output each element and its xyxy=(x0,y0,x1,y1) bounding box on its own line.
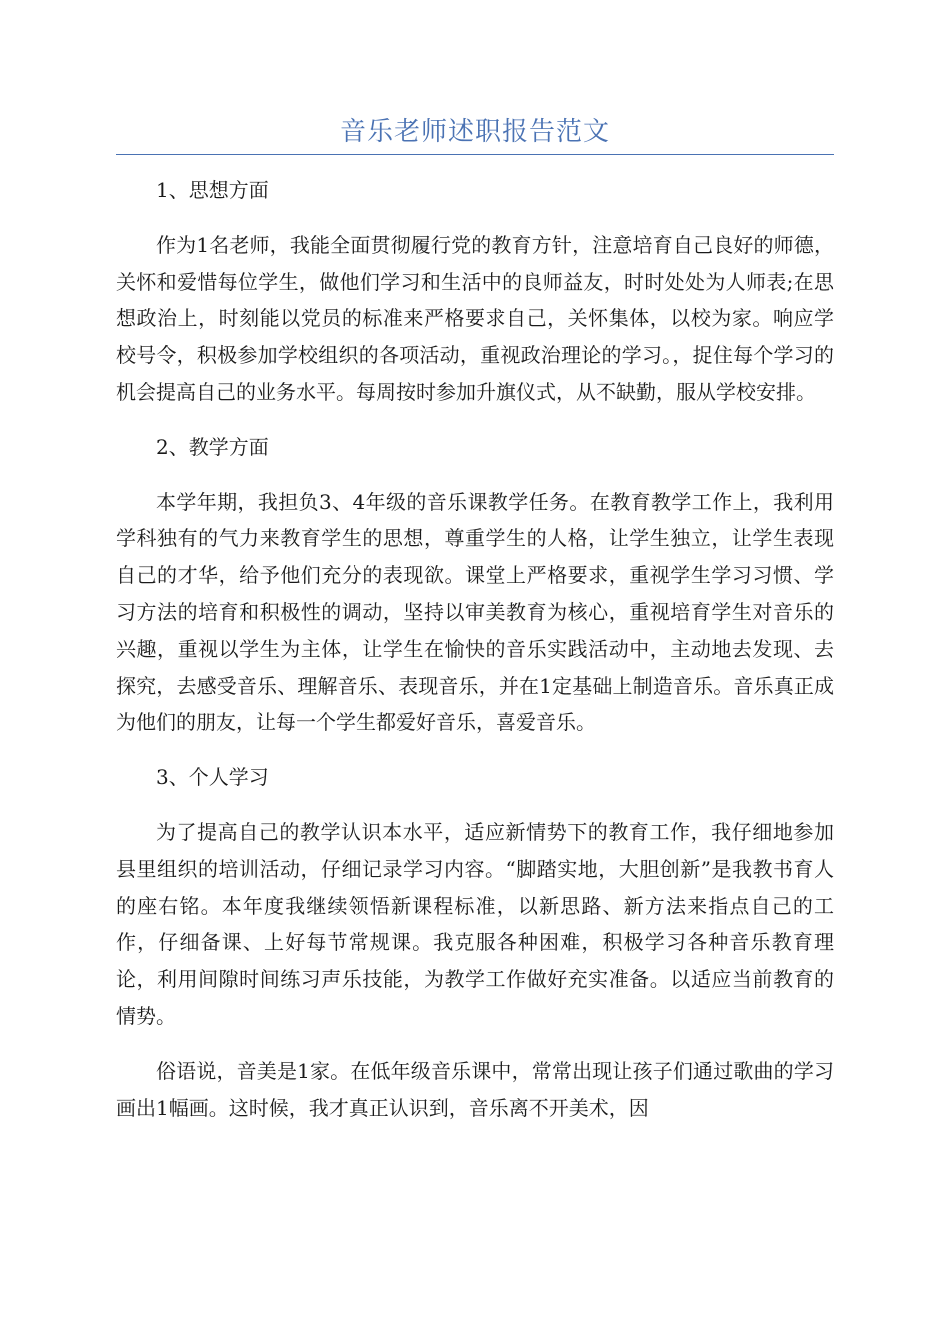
body-paragraph: 俗语说，音美是1家。在低年级音乐课中，常常出现让孩子们通过歌曲的学习画出1幅画。这时候，我才真正认识到，音乐离不开美术，因 xyxy=(116,1058,834,1120)
title-underline xyxy=(116,154,834,155)
section-heading: 3、个人学习 xyxy=(156,765,269,790)
body-paragraph: 本学年期，我担负3、4年级的音乐课教学任务。在教育教学工作上，我利用学科独有的气力来教育学生的思想，尊重学生的人格，让学生独立，让学生表现自己的才华，给予他们充分的表现欲。课堂上严格要求，重视学生学习习惯、学习方法的培育和积极性的调动，坚持以审美教育为核心，重视培育学生对音乐的兴趣，重视以学生为主体，让学生在愉快的音乐实践活动中，主动地去发现、去探究，去感受音乐、理解音乐、表现音乐，并在1定基础上制造音乐。音乐真正成为他们的朋友，让每一个学生都爱好音乐，喜爱音乐。 xyxy=(116,489,834,735)
document-body xyxy=(116,172,834,1144)
document-title: 音乐老师述职报告范文 xyxy=(339,117,610,147)
section-heading: 1、思想方面 xyxy=(156,178,269,202)
body-paragraph: 为了提高自己的教学认识本水平，适应新情势下的教育工作，我仔细地参加县里组织的培训活动，仔细记录学习内容。“脚踏实地，大胆创新”是我教书育人的座右铭。本年度我继续领悟新课程标准，以新思路、新方法来指点自己的工作，仔细备课、上好每节常规课。我克服各种困难，积极学习各种音乐教育理论，利用间隙时间练习声乐技能，为教学工作做好充实准备。以适应当前教育的情势。 xyxy=(116,819,834,1028)
section-heading: 2、教学方面 xyxy=(156,434,269,459)
body-paragraph: 作为1名老师，我能全面贯彻履行党的教育方针，注意培育自己良好的师德，关怀和爱惜每位学生，做他们学习和生活中的良师益友，时时处处为人师表;在思想政治上，时刻能以党员的标准来严格要求自己，关怀集体，以校为家。响应学校号令，积极参加学校组织的各项活动，重视政治理论的学习。，捉住每个学习的机会提高自己的业务水平。每周按时参加升旗仪式，从不缺勤，服从学校安排。 xyxy=(116,232,834,404)
